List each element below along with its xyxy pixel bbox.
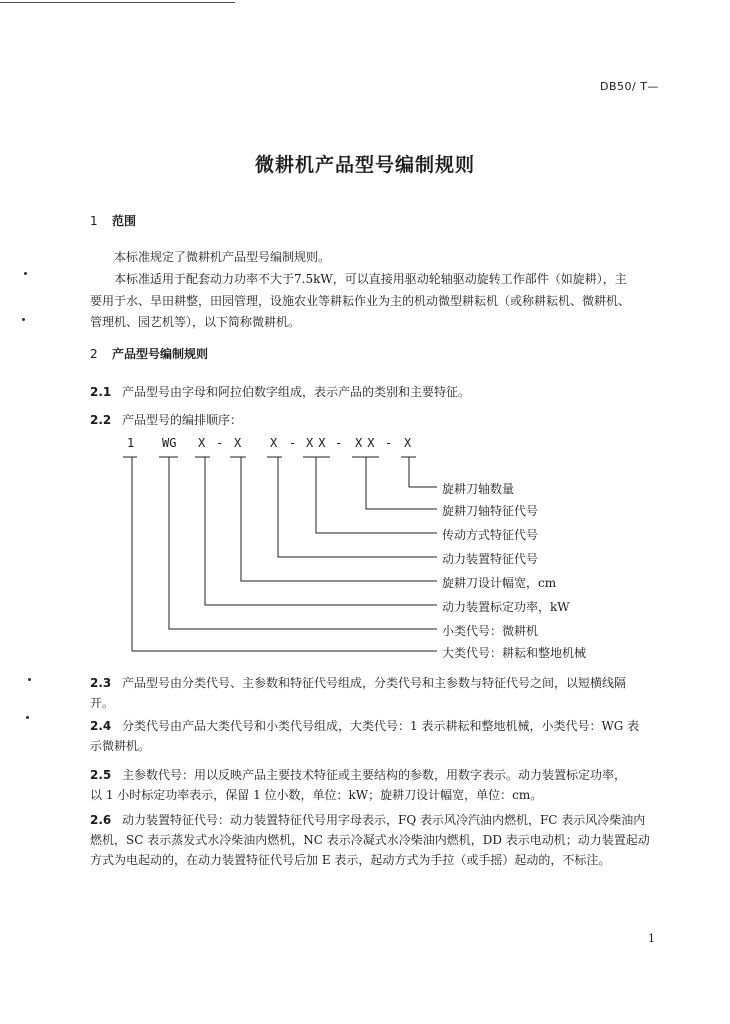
clause-text: 分类代号由产品大类代号和小类代号组成，大类代号：1 表示耕耘和整地机械，小类代号：WG 表 <box>122 719 640 733</box>
code-shaft-feature: XX <box>355 436 380 450</box>
diagram-label: 旋耕刀轴特征代号 <box>442 504 539 518</box>
section-title: 产品型号编制规则 <box>112 347 209 361</box>
clause-number: 2.6 <box>90 813 112 827</box>
page-number: 1 <box>648 932 655 945</box>
code-width: X <box>234 436 242 450</box>
code-power: X <box>198 436 206 450</box>
clause-text-cont: 燃机，SC 表示蒸发式水冷柴油内燃机，NC 表示冷凝式水冷柴油内燃机，DD 表示电动机；动力装置起动 <box>90 833 650 847</box>
page-title: 微耕机产品型号编制规则 <box>254 154 475 176</box>
diagram-label: 传动方式特征代号 <box>442 528 539 542</box>
code-dash: - <box>216 436 224 450</box>
code-dash: - <box>385 436 393 450</box>
clause-text-cont: 方式为电起动的，在动力装置特征代号后加 E 表示，起动方式为手拉（或手摇）起动的，不标注。 <box>90 853 611 867</box>
section-title: 范围 <box>112 214 137 228</box>
clause-text-cont: 开。 <box>90 696 115 710</box>
clause-2-3 <box>90 674 626 691</box>
diagram-label: 旋耕刀设计幅宽，cm <box>442 576 557 590</box>
clause-number: 2.5 <box>90 768 112 782</box>
clause-number: 2.3 <box>90 676 112 690</box>
clause-text: 产品型号由分类代号、主参数和特征代号组成，分类代号和主参数与特征代号之间，以短横线隔 <box>122 676 627 690</box>
code-transmission: XX <box>306 436 331 450</box>
clause-text: 产品型号由字母和阿拉伯数字组成，表示产品的类别和主要特征。 <box>122 385 471 399</box>
code-minor-class: WG <box>162 436 177 450</box>
code-dash: - <box>289 436 297 450</box>
clause-number: 2.4 <box>90 719 112 733</box>
diagram-label: 小类代号：微耕机 <box>442 624 539 638</box>
clause-text-cont: 以 1 小时标定功率表示，保留 1 位小数，单位：kW；旋耕刀设计幅宽，单位：cm。 <box>90 788 543 802</box>
diagram-label: 大类代号：耕耘和整地机械 <box>442 646 587 660</box>
section-number: 2 <box>90 347 98 361</box>
diagram-label: 动力装置特征代号 <box>442 552 539 566</box>
clause-2-5 <box>90 766 626 783</box>
code-engine: X <box>270 436 278 450</box>
clause-number: 2.2 <box>90 413 112 427</box>
paragraph: 管理机、园艺机等），以下简称微耕机。 <box>90 315 301 329</box>
document-id: DB50/ T— <box>600 80 659 93</box>
diagram-label: 动力装置标定功率，kW <box>442 600 570 614</box>
paragraph: 要用于水、旱田耕整，田园管理，设施农业等耕耘作业为主的机动微型耕耘机（或称耕耘机、微耕机、 <box>90 294 631 308</box>
clause-number: 2.1 <box>90 385 112 399</box>
clause-text-cont: 示微耕机。 <box>90 739 151 753</box>
code-dash: - <box>335 436 343 450</box>
code-major-class: 1 <box>127 436 135 450</box>
clause-text: 动力装置特征代号：动力装置特征代号用字母表示，FQ 表示风冷汽油内燃机，FC 表示风冷柴油内 <box>122 813 646 827</box>
code-shaft-count: X <box>404 436 412 450</box>
paragraph: 本标准规定了微耕机产品型号编制规则。 <box>114 250 331 264</box>
paragraph: 本标准适用于配套动力功率不大于7.5kW，可以直接用驱动轮轴驱动旋转工作部件（如旋耕），主 <box>114 272 627 286</box>
clause-text: 主参数代号：用以反映产品主要技术特征或主要结构的参数，用数字表示。动力装置标定功率， <box>122 768 627 782</box>
clause-2-6 <box>90 811 645 828</box>
section-number: 1 <box>90 214 98 228</box>
clause-2-4 <box>90 717 639 734</box>
clause-text: 产品型号的编排顺序： <box>122 413 243 427</box>
diagram-label: 旋耕刀轴数量 <box>442 482 515 496</box>
